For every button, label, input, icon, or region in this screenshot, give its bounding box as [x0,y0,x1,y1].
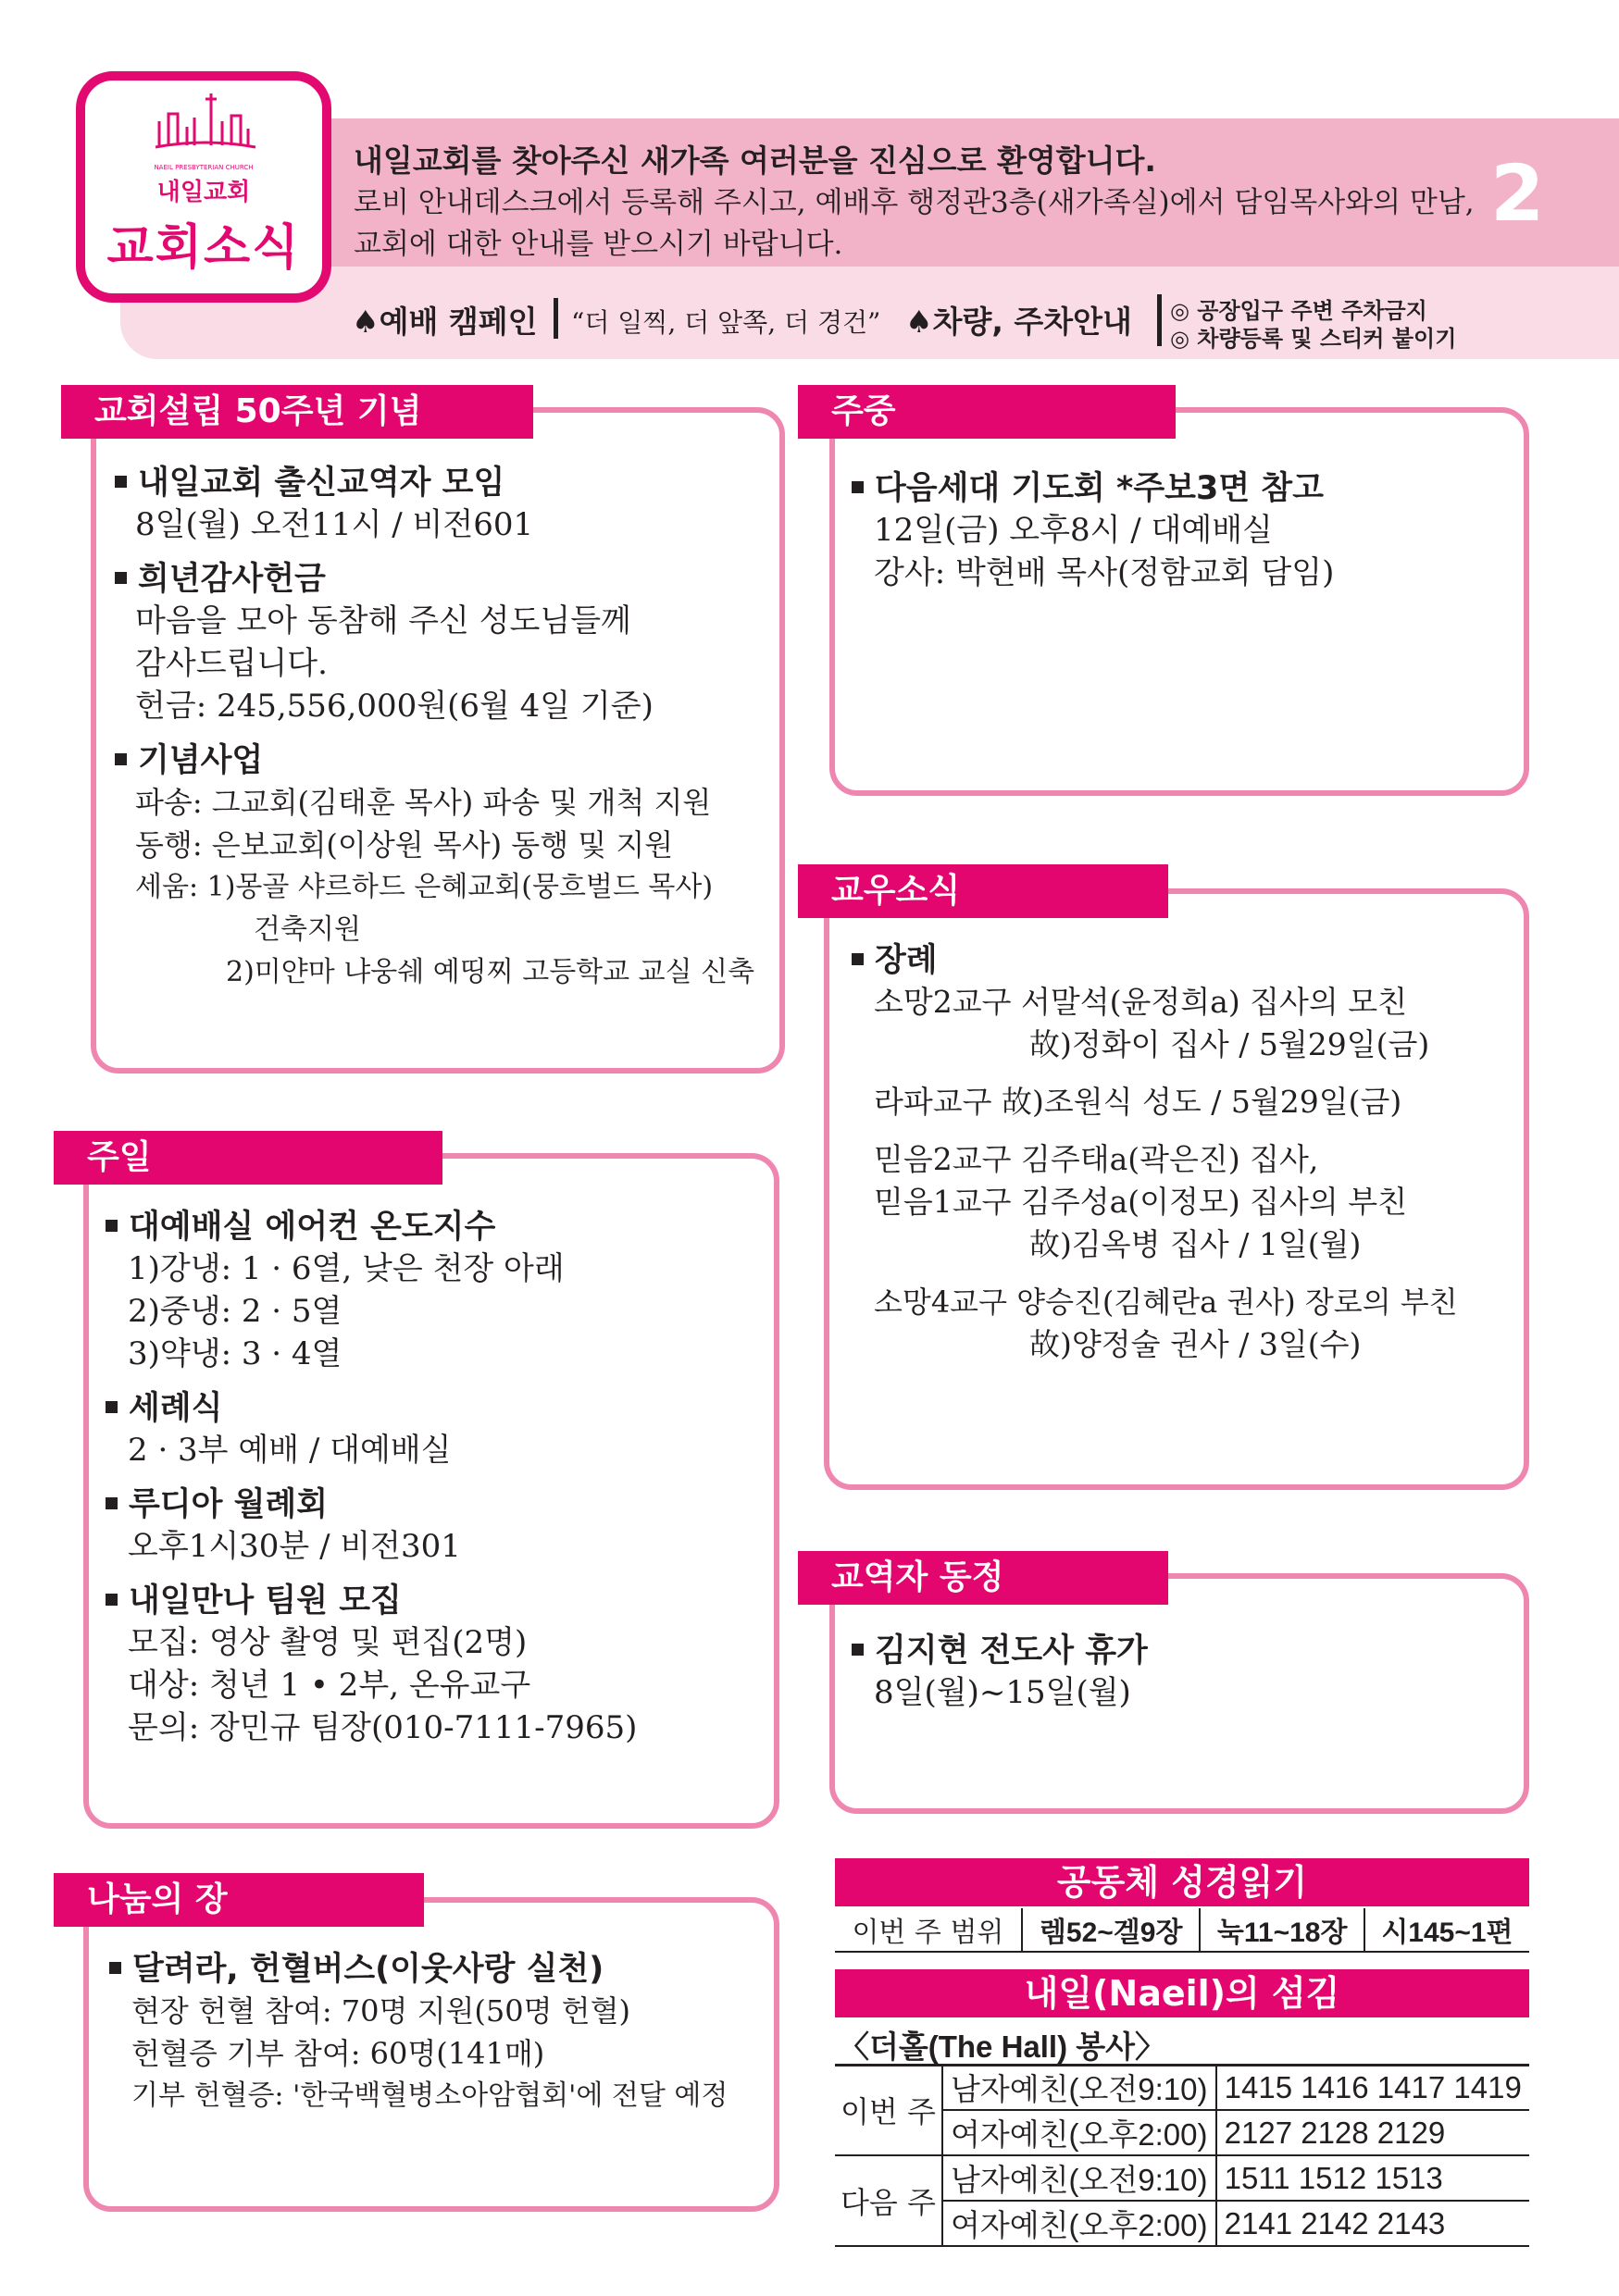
item-line: 故)김옥병 집사 / 1일(월) [1029,1226,1362,1262]
section-title: 교회소식 [106,220,301,276]
week-label: 다음 주 [835,2155,942,2246]
service-table [835,2066,1529,2247]
item-line: 강사: 박현배 목사(정함교회 담임) [874,554,1335,591]
role-cell: 남자예친(오전9:10) [942,2155,1216,2201]
bullet-icon [115,572,127,584]
item-title: 내일교회 출신교역자 모임 [115,457,754,503]
item-title: 세례식 [106,1383,637,1429]
item-line: 소망4교구 양승진(김혜란a 권사) 장로의 부친 [874,1285,1458,1320]
reading-range: 렘52~겔9장 [1022,1908,1201,1952]
sharing-content [109,1943,728,2117]
week-label: 이번 주 [835,2066,942,2155]
members-tag: 교우소식 [798,864,1168,918]
divider [554,298,558,339]
logo-subtitle: NAEIL PRESBYTERIAN CHURCH [154,164,254,171]
reading-range: 눅11~18장 [1200,1908,1364,1952]
page-number: 2 [1490,148,1545,239]
anniversary-tag: 교회설립 50주년 기념 [61,385,533,439]
bullet-icon [109,1962,121,1974]
item-line: 모집: 영상 촬영 및 편집(2명) [128,1624,528,1661]
item-line: 2)중냉: 2 · 5열 [128,1293,342,1330]
campaign-label: ♠예배 캠페인 [352,304,538,340]
sharing-tag: 나눔의 장 [54,1873,424,1927]
item-line: 3)약냉: 3 · 4열 [128,1335,342,1372]
bullet-icon [115,753,127,765]
item-line: 감사드립니다. [135,645,328,682]
weekday-content [852,463,1334,594]
sunday-content [106,1201,637,1749]
item-title: 루디아 월례회 [106,1479,637,1525]
item-line: 라파교구 故)조원식 성도 / 5월29일(금) [874,1084,1402,1120]
sunday-tag: 주일 [54,1131,442,1185]
item-line: 오후1시30분 / 비전301 [128,1528,461,1565]
reading-table [835,1908,1529,1953]
item-line: 8일(월) 오전11시 / 비전601 [135,506,534,543]
logo-box [76,71,331,303]
service-title: 내일(Naeil)의 섬김 [835,1969,1529,2017]
logo-name: 내일교회 [156,179,251,206]
item-line: 1)강냉: 1 · 6열, 낮은 천장 아래 [128,1250,565,1287]
reading-title: 공동체 성경읽기 [835,1858,1529,1906]
item-line: 2 · 3부 예배 / 대예배실 [128,1432,452,1469]
item-title: 장례 [852,935,1458,981]
members-content [852,935,1458,1366]
parking-label: ♠차량, 주차안내 [905,304,1132,340]
numbers-cell: 1511 1512 1513 [1216,2155,1529,2201]
item-line: 헌혈증 기부 참여: 60명(141매) [131,2036,545,2071]
anniversary-content [115,457,754,994]
service-subtitle: 〈더홀(The Hall) 봉사〉 [839,2029,1166,2064]
item-title: 다음세대 기도회 *주보3면 참고 [852,463,1334,509]
numbers-cell: 1415 1416 1417 1419 [1216,2066,1529,2110]
bullet-icon [106,1594,118,1606]
welcome-line-3: 교회에 대한 안내를 받으시기 바랍니다. [354,228,843,261]
item-title: 대예배실 에어컨 온도지수 [106,1201,637,1247]
item-line: 동행: 은보교회(이상원 목사) 동행 및 지원 [135,827,674,863]
bullet-icon [115,476,127,488]
item-line: 세움: 1)몽골 샤르하드 은혜교회(뭉흐벌드 목사) [135,871,714,903]
item-title: 희년감사헌금 [115,553,754,600]
item-line: 故)양정술 권사 / 3일(수) [1029,1326,1362,1362]
item-title: 기념사업 [115,735,754,781]
bullet-icon [106,1401,118,1413]
item-line: 믿음2교구 김주태a(곽은진) 집사, [874,1141,1319,1177]
item-line: 소망2교구 서말석(윤정희a) 집사의 모친 [874,984,1408,1020]
item-line: 문의: 장민규 팀장(010-7111-7965) [128,1709,638,1746]
item-line: 기부 헌혈증: '한국백혈병소아암협회'에 전달 예정 [131,2079,729,2112]
campaign-quote: “더 일찍, 더 앞쪽, 더 경건” [571,307,881,338]
item-line: 파송: 그교회(김태훈 목사) 파송 및 개척 지원 [135,785,712,820]
item-line: 믿음1교구 김주성a(이정모) 집사의 부친 [874,1184,1408,1220]
bullet-icon [106,1220,118,1232]
bullet-icon [106,1497,118,1509]
item-line: 8일(월)~15일(월) [874,1674,1131,1711]
numbers-cell: 2141 2142 2143 [1216,2201,1529,2246]
welcome-line-2: 로비 안내데스크에서 등록해 주시고, 예배후 행정관3층(새가족실)에서 담임목사와의 만남, [354,186,1475,219]
item-line: 헌금: 245,556,000원(6월 4일 기준) [135,688,654,725]
role-cell: 여자예친(오후2:00) [942,2110,1216,2155]
staff-content [852,1625,1148,1714]
item-title: 김지현 전도사 휴가 [852,1625,1148,1671]
table-row [835,2066,1529,2110]
reading-row [835,1908,1529,1952]
item-line: 현장 헌혈 참여: 70명 지원(50명 헌혈) [131,1993,630,2029]
bullet-icon [852,481,864,493]
welcome-heading: 내일교회를 찾아주신 새가족 여러분을 진심으로 환영합니다. [354,143,1156,179]
item-line: 건축지원 [254,913,361,946]
item-line: 故)정화이 집사 / 5월29일(금) [1029,1026,1430,1062]
item-title: 달려라, 헌혈버스(이웃사랑 실천) [109,1943,728,1990]
church-logo-icon [150,90,261,156]
numbers-cell: 2127 2128 2129 [1216,2110,1529,2155]
item-title: 내일만나 팀원 모집 [106,1575,637,1621]
parking-item: ◎ 공장입구 주변 주차금지 [1170,298,1427,324]
item-line: 12일(금) 오후8시 / 대예배실 [874,512,1273,549]
table-row [835,2155,1529,2201]
divider [1157,294,1162,346]
role-cell: 여자예친(오후2:00) [942,2201,1216,2246]
bullet-icon [852,953,864,965]
item-line: 마음을 모아 동참해 주신 성도님들께 [135,602,631,639]
bullet-icon [852,1644,864,1656]
weekday-tag: 주중 [798,385,1176,439]
reading-range: 시145~1편 [1364,1908,1529,1952]
item-line: 대상: 청년 1 • 2부, 온유교구 [128,1667,531,1704]
item-line: 2)미얀마 냐웅쉐 예띵찌 고등학교 교실 신축 [226,956,755,988]
role-cell: 남자예친(오전9:10) [942,2066,1216,2110]
parking-item: ◎ 차량등록 및 스티커 붙이기 [1170,326,1457,352]
staff-tag: 교역자 동정 [798,1551,1168,1605]
reading-label: 이번 주 범위 [835,1908,1022,1952]
